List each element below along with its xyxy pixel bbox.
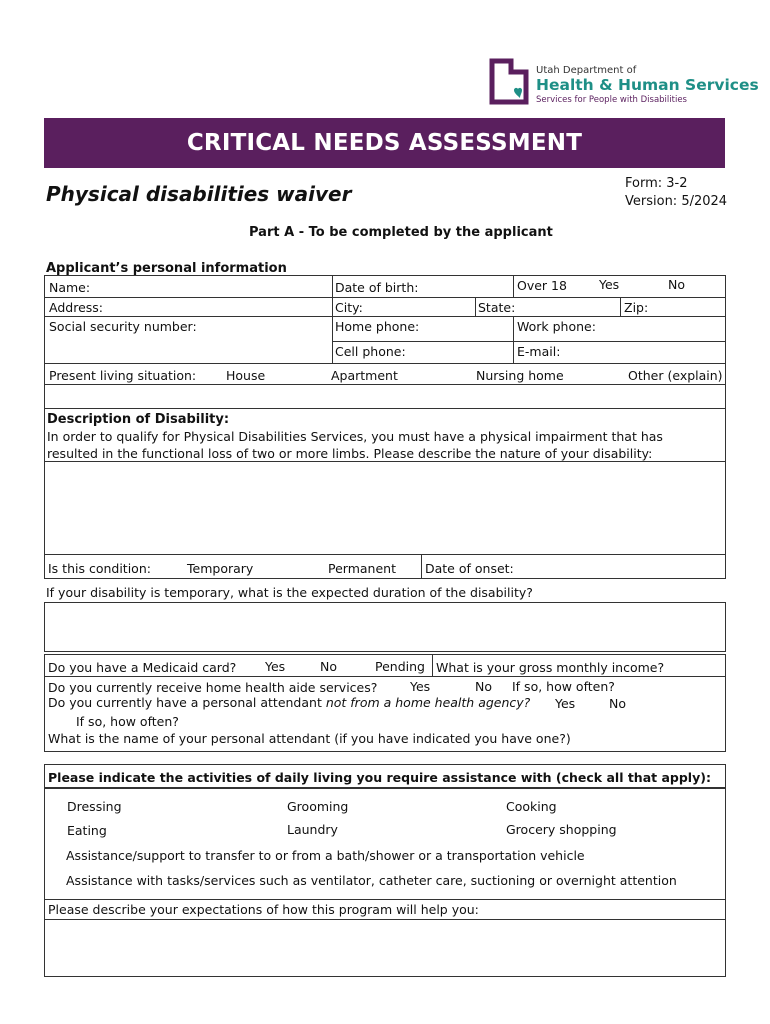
medicaid-yes-option[interactable]: Yes — [265, 659, 286, 674]
attendant-yes-option[interactable]: Yes — [555, 696, 576, 711]
income-field[interactable]: What is your gross monthly income? — [436, 660, 665, 675]
utah-state-icon — [489, 58, 531, 106]
email-field[interactable]: E-mail: — [517, 344, 561, 359]
address-field[interactable]: Address: — [49, 300, 103, 315]
dob-field[interactable]: Date of birth: — [335, 280, 419, 295]
expectations-input[interactable] — [44, 919, 726, 977]
form-number: Form: 3-2 — [625, 176, 688, 191]
over18-label: Over 18 — [517, 278, 567, 293]
adl-option-transfer[interactable]: Assistance/support to transfer to or from a bath/shower or a transportation vehicle — [66, 848, 585, 863]
aide-no-option[interactable]: No — [475, 679, 492, 694]
medicaid-question: Do you have a Medicaid card? — [48, 660, 237, 675]
page-title-banner: CRITICAL NEEDS ASSESSMENT — [44, 118, 725, 168]
adl-option-grocery-shopping[interactable]: Grocery shopping — [506, 822, 617, 837]
name-field[interactable]: Name: — [49, 280, 91, 295]
aide-yes-option[interactable]: Yes — [410, 679, 431, 694]
home-phone-field[interactable]: Home phone: — [335, 319, 420, 334]
condition-label: Is this condition: — [48, 561, 151, 576]
over18-no-option[interactable]: No — [668, 277, 685, 292]
living-option-apartment[interactable]: Apartment — [331, 368, 398, 383]
expectations-question: Please describe your expectations of how this program will help you: — [48, 902, 479, 917]
disability-text-1: In order to qualify for Physical Disabilities Services, you must have a physical impairment that has — [47, 429, 663, 444]
date-of-onset-field[interactable]: Date of onset: — [425, 561, 514, 576]
city-field[interactable]: City: — [335, 300, 363, 315]
logo-line-1: Utah Department of — [536, 65, 637, 76]
condition-permanent-option[interactable]: Permanent — [328, 561, 396, 576]
disability-description-input[interactable] — [44, 461, 726, 555]
disability-text-2: resulted in the functional loss of two or more limbs. Please describe the nature of your disability: — [47, 446, 653, 461]
attendant-frequency-field[interactable]: If so, how often? — [76, 714, 179, 729]
logo-line-2: Health & Human Services — [536, 76, 759, 94]
ssn-field[interactable]: Social security number: — [49, 319, 197, 334]
living-option-house[interactable]: House — [226, 368, 266, 383]
form-subtitle: Physical disabilities waiver — [46, 182, 352, 206]
part-a-heading: Part A - To be completed by the applicant — [249, 225, 553, 240]
logo-line-3: Services for People with Disabilities — [536, 95, 687, 105]
adl-option-eating[interactable]: Eating — [67, 823, 107, 838]
disability-title: Description of Disability: — [47, 412, 230, 427]
adl-option-tasks[interactable]: Assistance with tasks/services such as ventilator, catheter care, suctioning or overnight attention — [66, 873, 677, 888]
attendant-question — [48, 695, 530, 710]
living-explain-input[interactable] — [44, 384, 726, 409]
adl-option-grooming[interactable]: Grooming — [287, 799, 349, 814]
zip-field[interactable]: Zip: — [624, 300, 649, 315]
aide-frequency-field[interactable]: If so, how often? — [512, 679, 615, 694]
living-option-nursing-home[interactable]: Nursing home — [476, 368, 564, 383]
adl-option-cooking[interactable]: Cooking — [506, 799, 557, 814]
attendant-no-option[interactable]: No — [609, 696, 626, 711]
adl-option-laundry[interactable]: Laundry — [287, 822, 338, 837]
adl-title: Please indicate the activities of daily living you require assistance with (check all that apply): — [48, 770, 711, 785]
aide-question: Do you currently receive home health aide services? — [48, 680, 378, 695]
duration-question: If your disability is temporary, what is the expected duration of the disability? — [46, 585, 533, 600]
work-phone-field[interactable]: Work phone: — [517, 319, 596, 334]
condition-temporary-option[interactable]: Temporary — [187, 561, 254, 576]
adl-option-dressing[interactable]: Dressing — [67, 799, 122, 814]
duration-input[interactable] — [44, 602, 726, 652]
section-personal-info: Applicant’s personal information — [46, 261, 287, 276]
attendant-question-text: Do you currently have a personal attendant — [48, 695, 326, 710]
cell-phone-field[interactable]: Cell phone: — [335, 344, 406, 359]
medicaid-pending-option[interactable]: Pending — [375, 659, 425, 674]
over18-yes-option[interactable]: Yes — [599, 277, 620, 292]
living-situation-label: Present living situation: — [49, 368, 197, 383]
form-version: Version: 5/2024 — [625, 194, 728, 209]
medicaid-no-option[interactable]: No — [320, 659, 337, 674]
living-option-other[interactable]: Other (explain) — [628, 368, 723, 383]
attendant-question-italic: not from a home health agency? — [325, 695, 531, 710]
attendant-name-field[interactable]: What is the name of your personal attendant (if you have indicated you have one?) — [48, 731, 571, 746]
state-field[interactable]: State: — [478, 300, 516, 315]
